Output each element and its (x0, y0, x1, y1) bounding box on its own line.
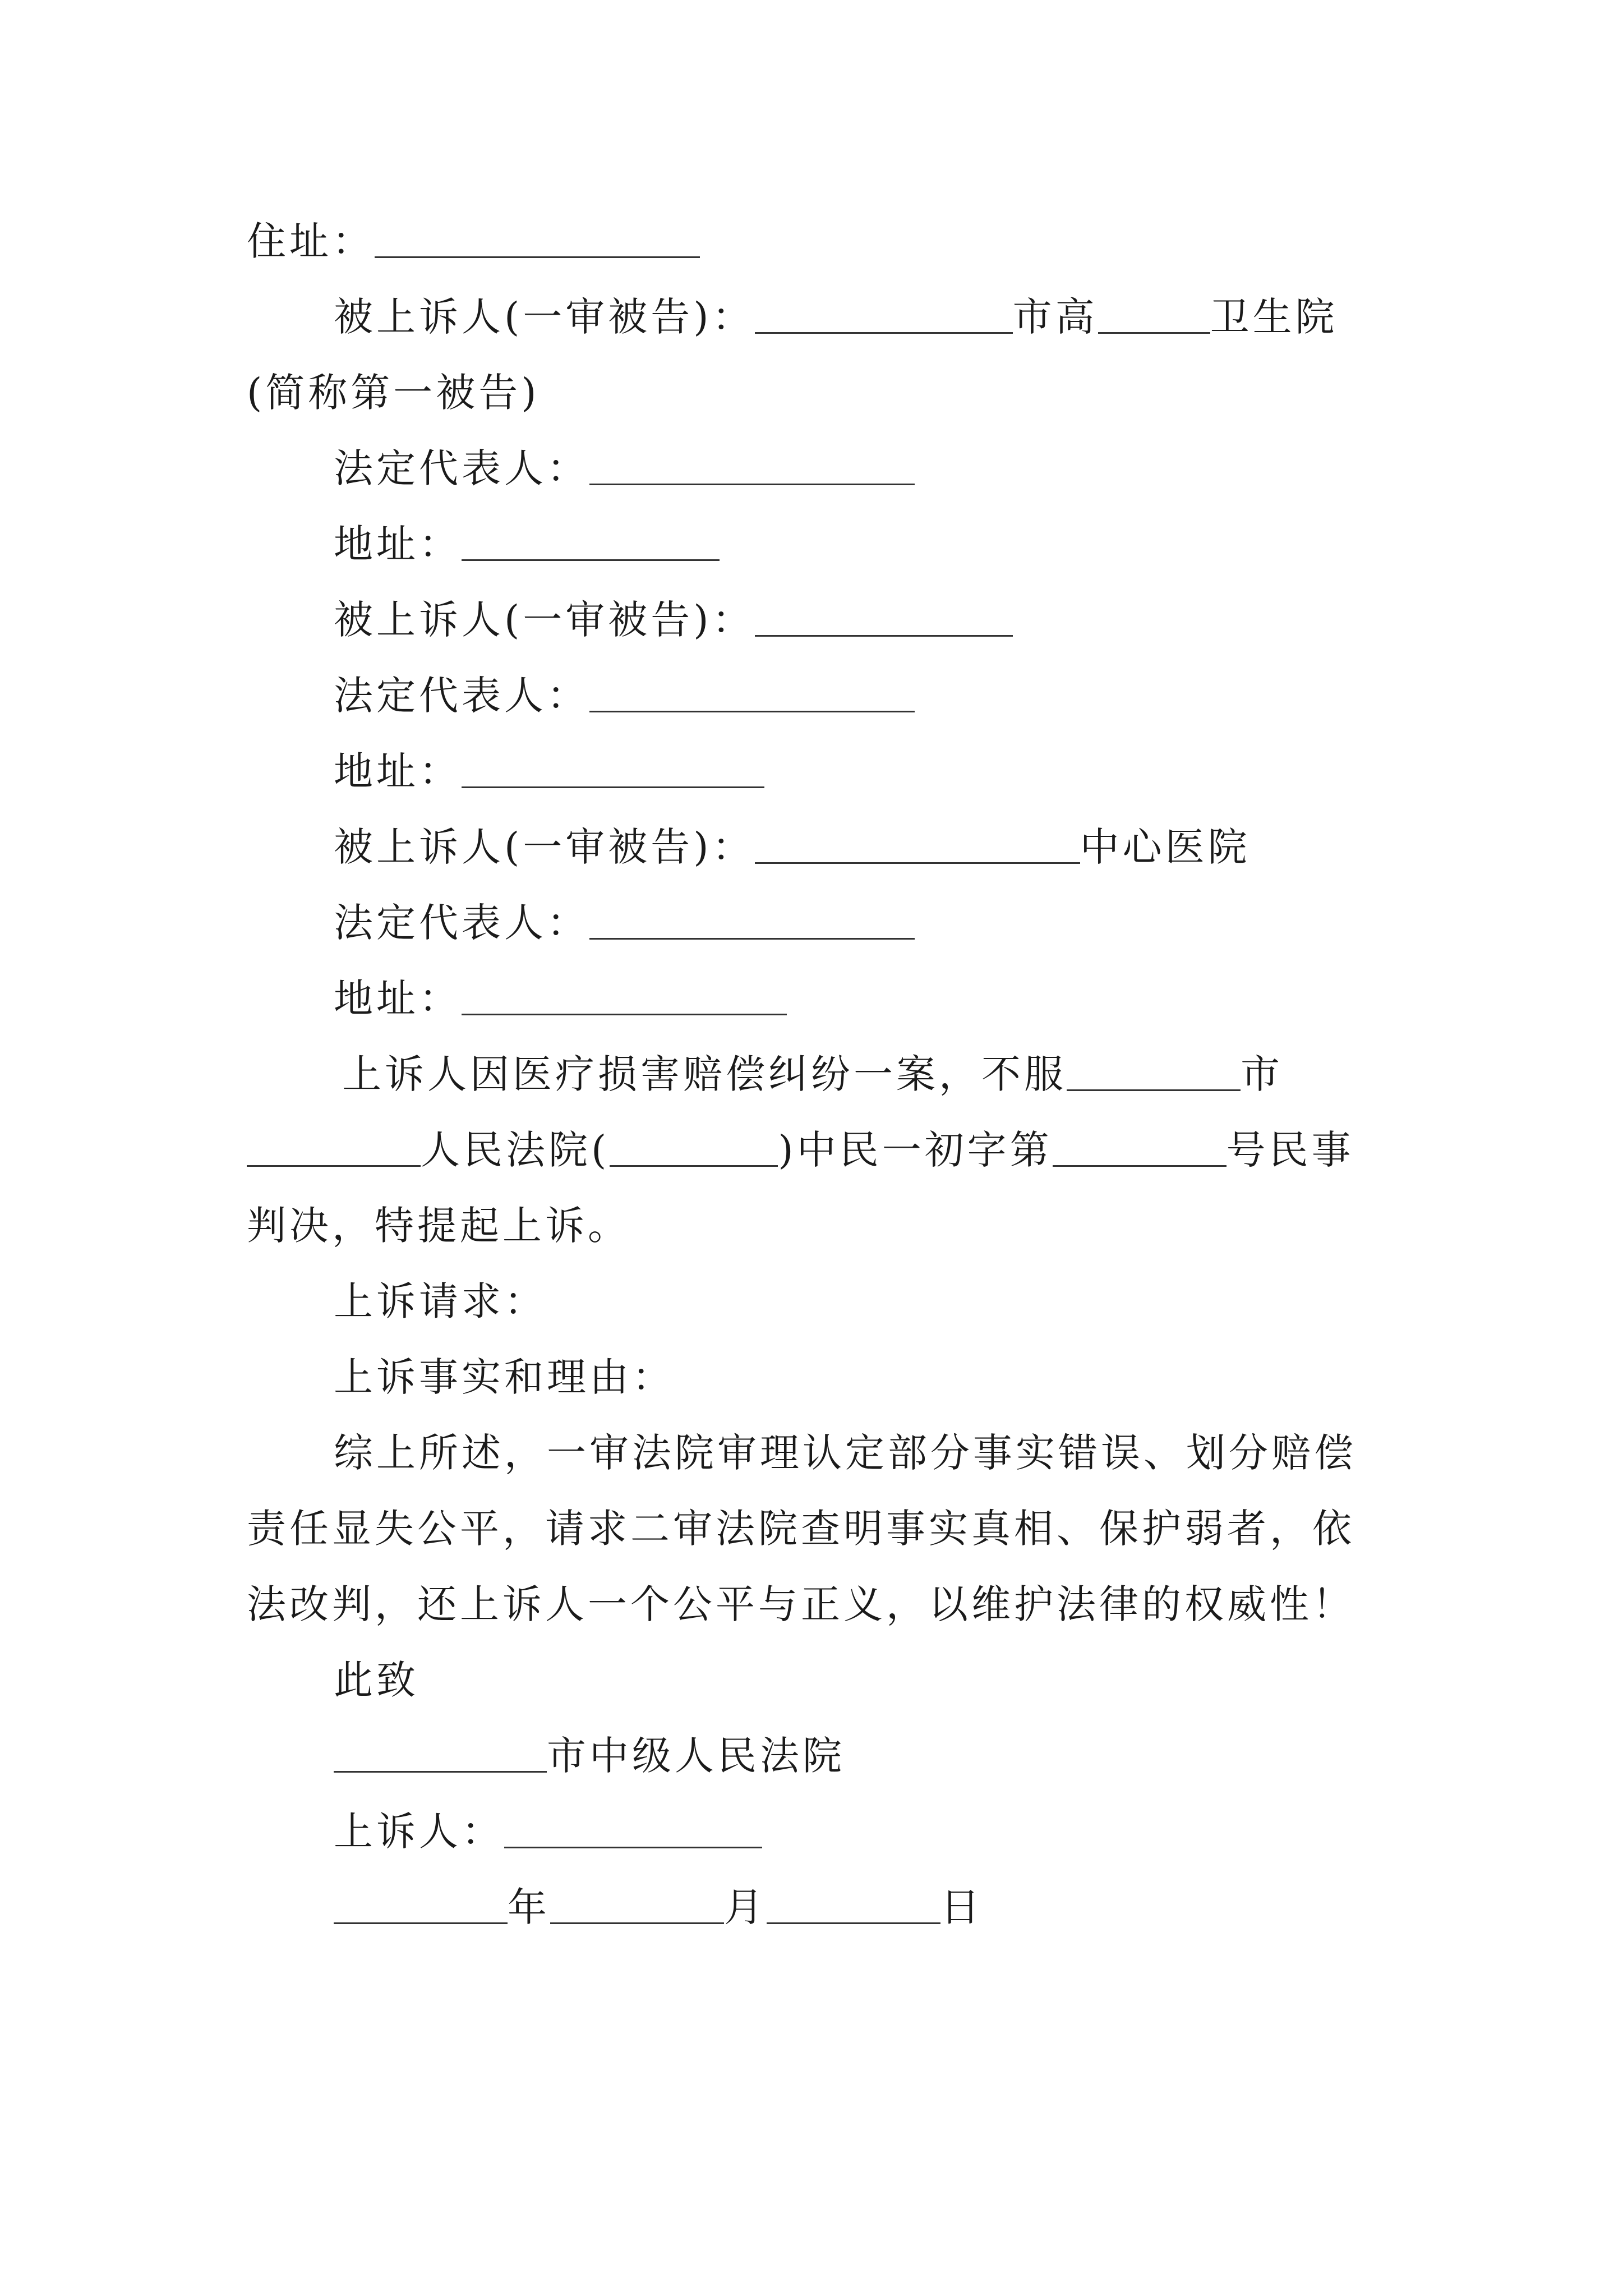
appeal-intro-line-3 (247, 1192, 1391, 1259)
month-blank (550, 1883, 724, 1924)
address-2-line (334, 738, 1478, 805)
salutation-line (334, 1646, 1478, 1714)
intermediate-court-label: 市中级人民法院 (547, 1733, 845, 1779)
address-label: 地址： (334, 976, 462, 1022)
health-center-label: 卫生院 (1210, 294, 1338, 340)
legal-rep-blank (589, 671, 915, 712)
conclusion-text-2: 责任显失公平，请求二审法院查明事实真相、保护弱者，依 (247, 1506, 1355, 1552)
legal-rep-1-line (334, 435, 1478, 502)
address-blank (462, 520, 720, 561)
appeal-intro-line-2 (247, 1116, 1391, 1184)
address-blank (462, 974, 787, 1015)
day-blank (767, 1883, 940, 1924)
court-addressee-line (334, 1722, 1478, 1789)
conclusion-text-3: 法改判，还上诉人一个公平与正义，以维护法律的权威性！ (247, 1581, 1355, 1627)
appellee-label: 被上诉人(一审被告)： (334, 824, 755, 870)
address-1-line (334, 510, 1478, 578)
court-label: 人民法院( (421, 1127, 610, 1173)
civil-label: 号民事 (1226, 1127, 1354, 1173)
conclusion-line-1 (334, 1419, 1391, 1487)
appellant-label: 上诉人： (334, 1809, 504, 1855)
appeal-facts-label: 上诉事实和理由： (334, 1354, 675, 1400)
legal-rep-2-line (334, 662, 1478, 729)
first-defendant-note (247, 359, 1391, 426)
court-name-blank (247, 1126, 421, 1167)
legal-rep-blank (589, 899, 915, 940)
case-number-label: )中民一初字第 (778, 1127, 1053, 1173)
appellant-blank (504, 1807, 762, 1848)
appellee-name-blank (755, 596, 1013, 637)
appellee-name-blank (755, 823, 1080, 864)
first-defendant-text: (简称第一被告) (247, 370, 540, 416)
appellee-2-line (334, 586, 1478, 654)
appeal-request-label: 上诉请求： (334, 1278, 547, 1324)
address-label: 地址： (334, 748, 462, 794)
hospital-name-blank (1098, 293, 1210, 334)
appellee-3-line (334, 813, 1478, 881)
city-blank (755, 293, 1013, 334)
date-line (334, 1874, 1478, 1941)
appeal-intro-line-1 (342, 1041, 1486, 1108)
appeal-intro-text: 上诉人因医疗损害赔偿纠纷一案，不服 (342, 1051, 1067, 1097)
address-label: 住址： (247, 218, 375, 264)
year-blank (610, 1126, 778, 1167)
city-blank (334, 1732, 547, 1773)
address-blank (375, 217, 700, 258)
address-label: 地址： (334, 521, 462, 567)
case-number-blank (1053, 1126, 1227, 1167)
day-label: 日 (940, 1884, 983, 1930)
year-label: 年 (508, 1884, 550, 1930)
central-hospital-label: 中心医院 (1080, 824, 1251, 870)
appellee-label: 被上诉人(一审被告)： (334, 294, 755, 340)
appeal-facts-heading (334, 1343, 1478, 1411)
appellant-signature-line (334, 1798, 1478, 1865)
appellee-1-line (334, 283, 1478, 351)
conclusion-line-3 (247, 1571, 1391, 1638)
city-blank (1067, 1050, 1241, 1091)
address-blank (462, 747, 764, 788)
address-3-line (334, 965, 1478, 1032)
conclusion-line-2 (247, 1495, 1391, 1562)
city-label: 市 (1241, 1051, 1283, 1097)
appeal-intro-end: 判决，特提起上诉。 (247, 1203, 630, 1249)
appeal-request-heading (334, 1268, 1478, 1335)
address-line (247, 208, 1391, 275)
year-blank (334, 1883, 508, 1924)
legal-rep-label: 法定代表人： (334, 900, 589, 946)
city-gao-label: 市高 (1012, 294, 1098, 340)
legal-rep-label: 法定代表人： (334, 445, 589, 491)
appellee-label: 被上诉人(一审被告)： (334, 597, 755, 643)
legal-rep-label: 法定代表人： (334, 673, 589, 719)
legal-rep-3-line (334, 889, 1478, 956)
legal-rep-blank (589, 444, 915, 485)
salutation-text: 此致 (334, 1657, 419, 1703)
conclusion-text-1: 综上所述，一审法院审理认定部分事实错误、划分赔偿 (334, 1430, 1357, 1476)
month-label: 月 (724, 1884, 767, 1930)
